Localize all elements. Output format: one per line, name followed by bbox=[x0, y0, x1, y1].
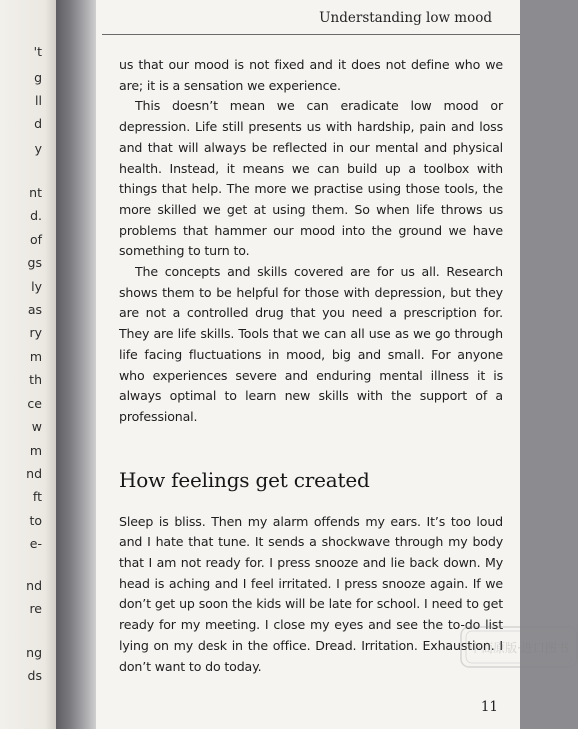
left-page-fragment: to bbox=[29, 513, 42, 528]
left-page-fragment: ce bbox=[27, 396, 42, 411]
left-page-fragment: w bbox=[31, 419, 42, 434]
left-page-fragment: ds bbox=[27, 668, 42, 683]
left-page-fragment: as bbox=[27, 302, 42, 317]
left-page-fragment: e- bbox=[29, 536, 42, 551]
paragraph-3: The concepts and skills covered are for us all. Research shows them to be helpful for those with depression, but they are not a controlled drug that you need a prescription for. They are life skills. Tools that we can all use as we go through life facing fluctuations in mood, big and small. For anyone who experiences severe and enduring mental illness it is always optimal to learn new skills with the support of a professional. bbox=[119, 264, 503, 424]
left-page-fragment: ll bbox=[35, 93, 42, 108]
left-page-fragment: ft bbox=[32, 489, 42, 504]
left-page-fragment: nt bbox=[29, 185, 42, 200]
left-page-fragment: 't bbox=[33, 44, 42, 59]
watermark-seal bbox=[460, 626, 578, 668]
left-page-fragment: ry bbox=[29, 325, 42, 340]
left-page-edge bbox=[0, 0, 64, 729]
body-text bbox=[119, 55, 503, 677]
left-page-fragment: nd bbox=[26, 578, 42, 593]
left-page-fragment: d. bbox=[30, 208, 42, 223]
left-page-fragment: g bbox=[34, 70, 42, 85]
svg-text:中商原版·进口图书: 中商原版·进口图书 bbox=[469, 641, 569, 655]
left-page-fragment: nd bbox=[26, 466, 42, 481]
left-page-fragment: of bbox=[29, 232, 42, 247]
paragraph-2: This doesn’t mean we can eradicate low mood or depression. Life still presents us with hardship, pain and loss and that will always be reflected in our mental and physical health. Instead, it means we can build up a toolbox with things that help. The more we practise using those tools, the more skilled we get at using them. So when life throws us problems that hammer our mood into the ground we have something to turn to. bbox=[119, 98, 503, 259]
page-number: 11 bbox=[480, 699, 498, 715]
left-page-fragment: th bbox=[29, 372, 42, 387]
left-page-fragment: re bbox=[29, 601, 42, 616]
left-page-fragment: gs bbox=[27, 255, 42, 270]
left-page-fragment: ly bbox=[31, 279, 42, 294]
right-page bbox=[96, 0, 569, 729]
section-heading: How feelings get created bbox=[119, 467, 370, 492]
paragraph-4: Sleep is bliss. Then my alarm offends my ears. It’s too loud and I hate that tune. It sends a shockwave through my body that I am not ready for. I press snooze and lie back down. My head is aching and I feel irritated. I press snooze again. If we don’t get up soon the kids will be late for school. I need to get ready for my meeting. I close my eyes and see the to-do list lying on my desk in the office. Dread. Irritation. Exhaustion. I don’t want to do today. bbox=[119, 513, 503, 674]
left-page-fragment: m bbox=[29, 443, 42, 458]
header-rule bbox=[102, 34, 520, 35]
left-page-fragment: d bbox=[34, 116, 42, 131]
paragraph-1: us that our mood is not fixed and it does not define who we are; it is a sensation we experience. bbox=[119, 57, 503, 93]
left-page-fragment: m bbox=[29, 349, 42, 364]
left-page-fragment: y bbox=[34, 141, 42, 156]
left-page-fragment: ng bbox=[26, 645, 42, 660]
running-head: Understanding low mood bbox=[319, 10, 492, 26]
